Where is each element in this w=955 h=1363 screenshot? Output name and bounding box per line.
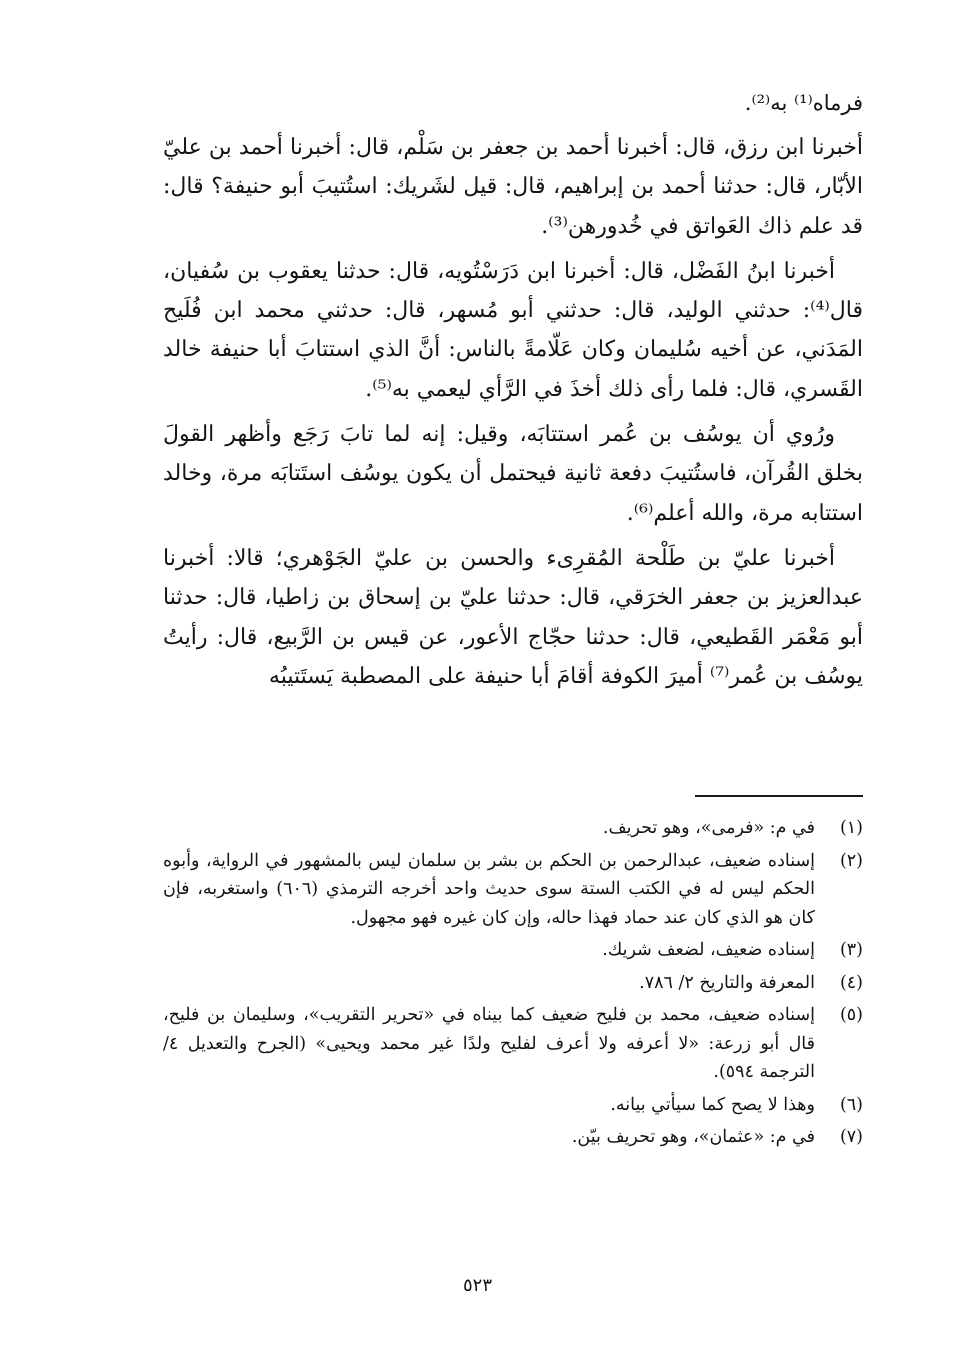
- footnote-item: [163, 847, 863, 933]
- footnote-number: (٢): [839, 850, 863, 871]
- footnote-number: (٧): [839, 1127, 863, 1147]
- footnote-text: في م: «فرمى»، وهو تحريف.: [602, 818, 815, 838]
- footnote-number: (٣): [839, 940, 863, 960]
- footnote-text: إسناده ضعيف، لضعف شريك.: [602, 940, 815, 960]
- paragraph: أخبرنا عليّ بن طَلْحة المُقرِىء والحسن بن عليّ الجَوْهري؛ قالا: أخبرنا عبدالعزيز بن جعفر الخرَقي، قال: حدثنا عليّ بن إسحاق بن زاطيا، قال: حدثنا أبو مَعْمَر القَطيعي، قال: حدثنا حجّاج الأعور، عن قيس بن الرَّبيع، قال: رأيتُ يوسُف بن عُمر⁽⁷⁾ أميرَ الكوفة أقامَ أبا حنيفة على المصطبة يَستَتيبُه: [163, 545, 863, 689]
- footnote-text: المعرفة والتاريخ ٢/ ٧٨٦.: [639, 972, 815, 993]
- footnote-item: [163, 1123, 863, 1152]
- footnote-item: [163, 1001, 863, 1087]
- page-number: ٥٢٣: [462, 1275, 492, 1296]
- footnote-number: (١): [839, 818, 863, 838]
- footnote-separator: [695, 795, 863, 797]
- footnote-number: (٥): [839, 1005, 863, 1025]
- paragraph: أخبرنا ابنُ الفَضْل، قال: أخبرنا ابن دَرَسْتُويه، قال: حدثنا يعقوب بن سُفيان، قال⁽⁴⁾: حدثني الوليد، قال: حدثني أبو مُسهر، قال: حدثني محمد ابن فُلَيح المَدَني، عن أخيه سُليمان وكان عَلّامةً بالناس: أنَّ الذي استتابَ أبا حنيفة خالد القَسري، قال: فلما رأى ذلك أخذَ في الرَّأي ليعمي به⁽⁵⁾.: [163, 258, 863, 402]
- main-text: [163, 128, 863, 702]
- continuation-line: فرماه⁽¹⁾ به⁽²⁾.: [744, 91, 863, 115]
- footnote-item: [163, 814, 863, 843]
- paragraph: ورُوي أن يوسُف بن عُمر استتابَه، وقيل: إنه لما تابَ رَجَع وأظهر القولَ بخلق القُرآن، فاستُتيبَ دفعة ثانية فيحتمل أن يكون يوسُف استَتابَه مرة، وخالد استتابه مرة، والله أعلم⁽⁶⁾.: [163, 422, 863, 526]
- footnote-item: [163, 969, 863, 998]
- footnote-text: إسناده ضعيف، عبدالرحمن بن الحكم بن بشر بن سلمان ليس بالمشهور في الرواية، وأبوه الحكم ليس له في الكتب الستة سوى حديث واحد أخرجه الترمذي (٦٠٦) واستغربه، فإن كان هو الذي كان عند حماد فهذا حاله، وإن كان غيره فهو مجهول.: [163, 850, 815, 928]
- footnote-text: في م: «عثمان»، وهو تحريف بيّن.: [571, 1127, 815, 1147]
- footnote-item: [163, 936, 863, 965]
- footnote-number: (٤): [839, 972, 863, 993]
- footnote-text: إسناده ضعيف، محمد بن فليح ضعيف كما بيناه في «تحرير التقريب»، وسليمان بن فليح، قال أبو زرعة: «لا أعرفه ولا أعرف لفليح ولدًا غير محمد ويحيى» (الجرح والتعديل ٤/ الترجمة ٥٩٤).: [163, 1005, 815, 1082]
- footnotes: [163, 814, 863, 1156]
- footnote-number: (٦): [839, 1094, 863, 1115]
- footnote-text: وهذا لا يصح كما سيأتي بيانه.: [610, 1094, 815, 1115]
- paragraph: أخبرنا ابن رزق، قال: أخبرنا أحمد بن جعفر بن سَلْم، قال: أخبرنا أحمد بن عليّ الأبّار، قال: حدثنا أحمد بن إبراهيم، قال: قيل لشَريك: استُتيبَ أبو حنيفة؟ قال: قد علم ذاك العَواتق في خُدورهن⁽³⁾.: [163, 135, 863, 239]
- footnote-item: [163, 1091, 863, 1120]
